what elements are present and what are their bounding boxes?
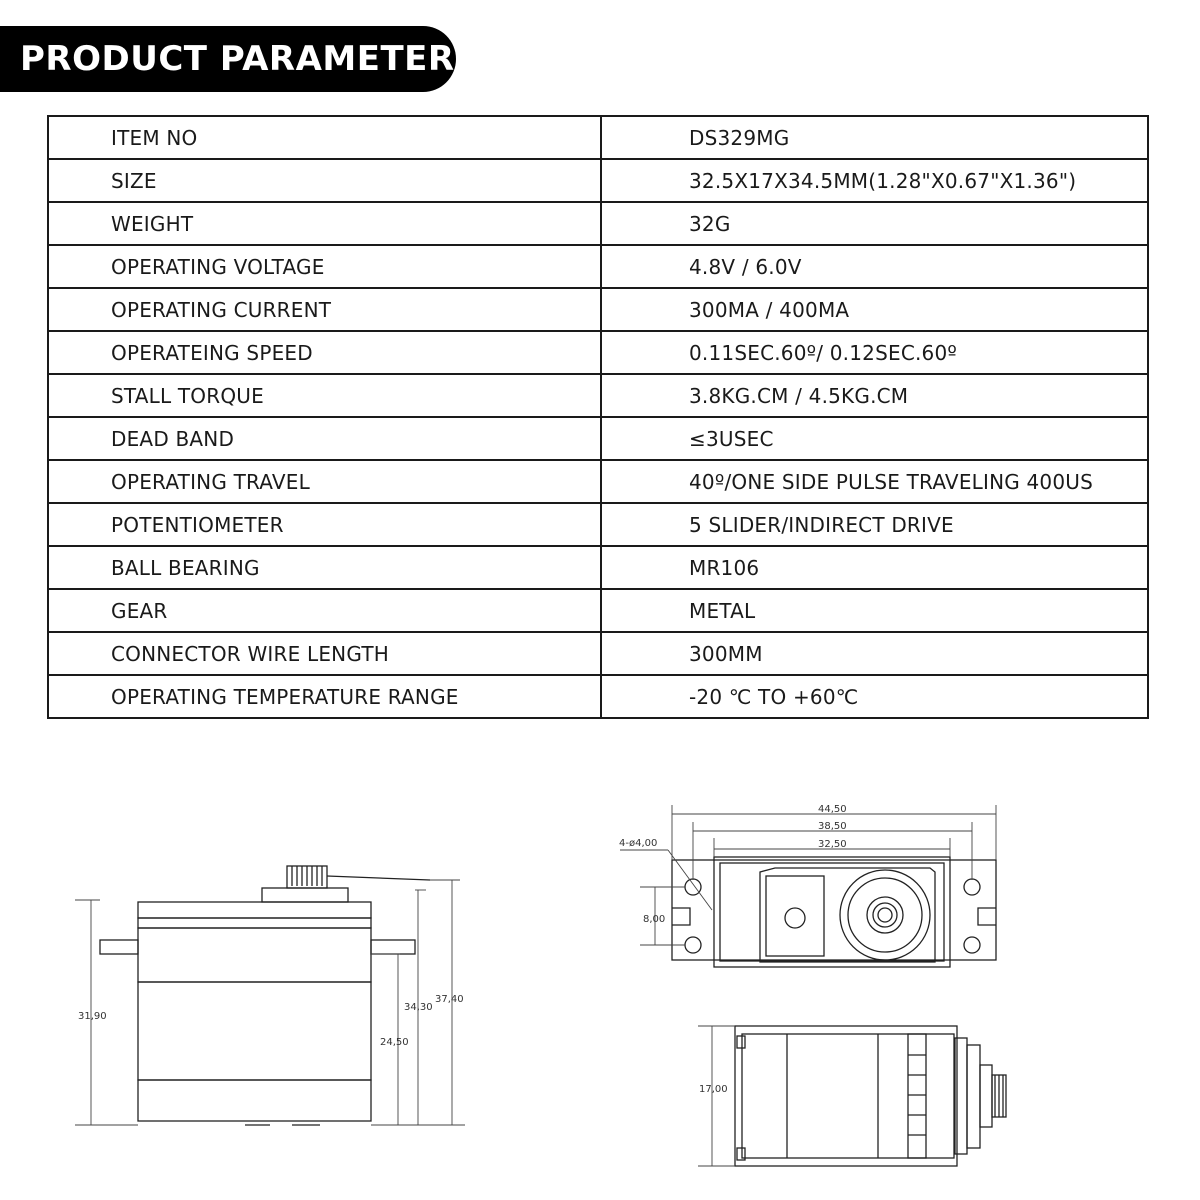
spec-row <box>48 460 1148 503</box>
top-view-drawing <box>672 857 996 967</box>
spec-label: OPERATEING SPEED <box>48 331 601 374</box>
spec-value: 300MM <box>601 632 1148 675</box>
spec-label: CONNECTOR WIRE LENGTH <box>48 632 601 675</box>
spec-value: 32G <box>601 202 1148 245</box>
spec-label: GEAR <box>48 589 601 632</box>
spec-label: POTENTIOMETER <box>48 503 601 546</box>
spec-label: OPERATING TEMPERATURE RANGE <box>48 675 601 718</box>
spec-label: OPERATING TRAVEL <box>48 460 601 503</box>
spec-table <box>47 115 1149 719</box>
spec-row <box>48 546 1148 589</box>
spec-row <box>48 417 1148 460</box>
spec-value: 5 SLIDER/INDIRECT DRIVE <box>601 503 1148 546</box>
spec-value: ≤3USEC <box>601 417 1148 460</box>
spec-value: METAL <box>601 589 1148 632</box>
spec-value: -20 ℃ TO +60℃ <box>601 675 1148 718</box>
spec-row <box>48 331 1148 374</box>
spec-value: 32.5X17X34.5MM(1.28"X0.67"X1.36") <box>601 159 1148 202</box>
spec-row <box>48 245 1148 288</box>
dim-hole-diameter: 4-ø4,00 <box>619 838 658 849</box>
spec-value: MR106 <box>601 546 1148 589</box>
dim-37-40: 37,40 <box>435 994 464 1005</box>
spec-row <box>48 374 1148 417</box>
spec-value: 0.11SEC.60º/ 0.12SEC.60º <box>601 331 1148 374</box>
spec-label: SIZE <box>48 159 601 202</box>
spec-value: DS329MG <box>601 116 1148 159</box>
spec-row <box>48 589 1148 632</box>
dim-34-30: 34,30 <box>404 1002 433 1013</box>
dim-24-50: 24,50 <box>380 1037 409 1048</box>
spec-row <box>48 675 1148 718</box>
spec-value: 3.8KG.CM / 4.5KG.CM <box>601 374 1148 417</box>
dim-32-50: 32,50 <box>818 839 847 850</box>
dimension-drawings <box>0 780 1200 1200</box>
spec-row <box>48 503 1148 546</box>
spec-label: STALL TORQUE <box>48 374 601 417</box>
spec-row <box>48 632 1148 675</box>
side-view-drawing <box>100 866 430 1125</box>
dim-17-00: 17,00 <box>699 1084 728 1095</box>
spec-row <box>48 159 1148 202</box>
spec-value: 300MA / 400MA <box>601 288 1148 331</box>
spec-label: DEAD BAND <box>48 417 601 460</box>
spec-value: 40º/ONE SIDE PULSE TRAVELING 400US <box>601 460 1148 503</box>
dim-44-50: 44,50 <box>818 804 847 815</box>
spec-label: OPERATING CURRENT <box>48 288 601 331</box>
spec-label: WEIGHT <box>48 202 601 245</box>
spec-label: OPERATING VOLTAGE <box>48 245 601 288</box>
spec-label: BALL BEARING <box>48 546 601 589</box>
dim-38-50: 38,50 <box>818 821 847 832</box>
spec-value: 4.8V / 6.0V <box>601 245 1148 288</box>
spec-row <box>48 202 1148 245</box>
dim-8-00: 8,00 <box>643 914 666 925</box>
spec-label: ITEM NO <box>48 116 601 159</box>
bottom-view-drawing <box>735 1026 1006 1166</box>
page-title: PRODUCT PARAMETERS <box>20 39 480 79</box>
spec-row <box>48 116 1148 159</box>
dim-31-90: 31,90 <box>78 1011 107 1022</box>
spec-row <box>48 288 1148 331</box>
